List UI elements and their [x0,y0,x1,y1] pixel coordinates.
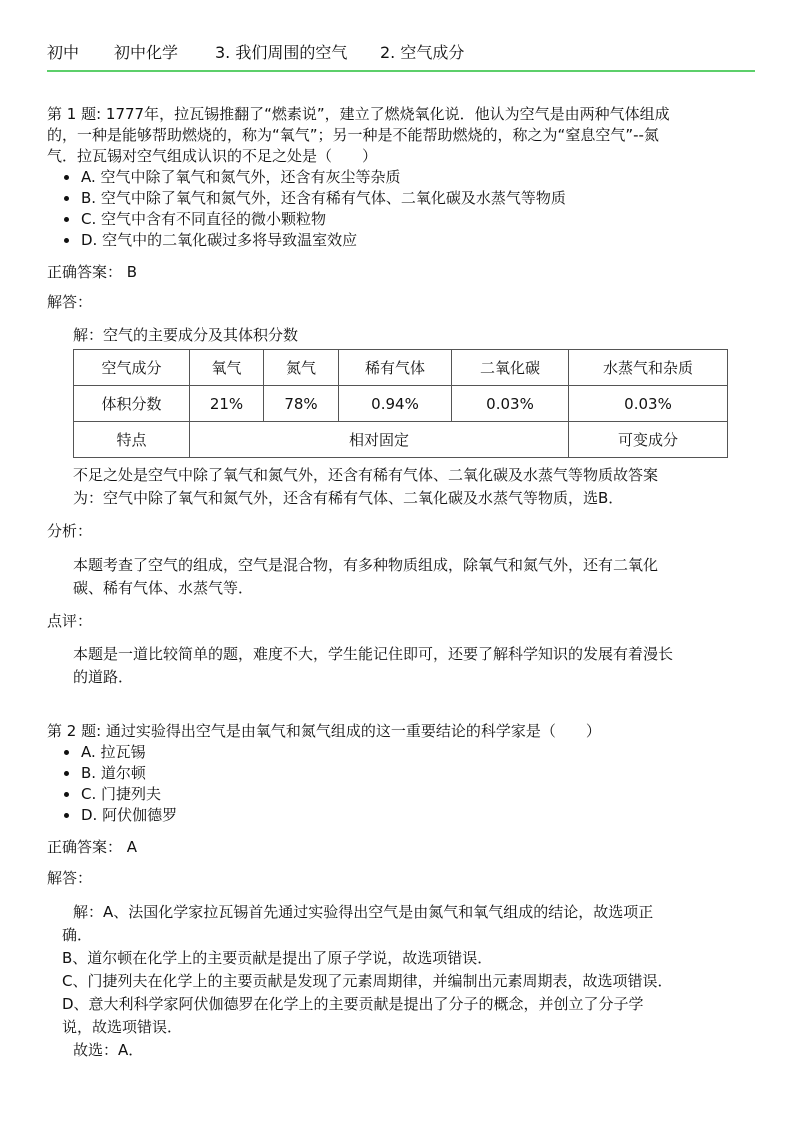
question-1 [47,104,670,251]
text-line: 确． [62,926,93,944]
option-d: D. 阿伏伽德罗 [47,805,601,826]
text-line: 解：A、法国化学家拉瓦锡首先通过实验得出空气是由氮气和氧气组成的结论，故选项正 [73,903,654,921]
text-line: 的道路． [73,668,134,686]
solution-intro: 解：空气的主要成分及其体积分数 [73,326,299,344]
correct-answer [47,262,137,283]
table-cell: 二氧化碳 [452,350,569,386]
option-b: B. 空气中除了氧气和氮气外，还含有稀有气体、二氧化碳及水蒸气等物质 [47,188,670,209]
breadcrumb-item[interactable]: 初中化学 [114,43,179,62]
question-text: 的，一种是能够帮助燃烧的，称为“氧气”；另一种是不能帮助燃烧的，称之为“窒息空气”--氮 [47,126,659,144]
text-line: 说，故选项错误． [62,1018,183,1036]
option-a: A. 拉瓦锡 [47,742,601,763]
text-line: B、道尔顿在化学上的主要贡献是提出了原子学说，故选项错误． [62,949,493,967]
table-cell: 氮气 [264,350,339,386]
table-cell: 空气成分 [74,350,190,386]
table-cell: 稀有气体 [339,350,452,386]
question-text: 气．拉瓦锡对空气组成认识的不足之处是（ ） [47,147,378,165]
option-c: C. 空气中含有不同直径的微小颗粒物 [47,209,670,230]
table-cell: 0.94% [339,386,452,422]
table-cell: 氧气 [190,350,264,386]
table-row [74,386,728,422]
table-cell: 0.03% [569,386,728,422]
answer-label: 正确答案： [47,838,123,856]
table-row [74,350,728,386]
solution-label: 解答： [47,869,93,887]
option-a: A. 空气中除了氧气和氮气外，还含有灰尘等杂质 [47,167,670,188]
comment-label: 点评： [47,612,93,630]
table-row [74,422,728,458]
solution-label: 解答： [47,293,93,311]
text-line: 不足之处是空气中除了氧气和氮气外，还含有稀有气体、二氧化碳及水蒸气等物质故答案 [73,466,659,484]
option-d: D. 空气中的二氧化碳过多将导致温室效应 [47,230,670,251]
table-cell: 体积分数 [74,386,190,422]
answer-value: B [126,263,138,281]
air-composition-table [73,349,728,458]
correct-answer [47,837,137,858]
question-text: 第 1 题: 1777年，拉瓦锡推翻了“燃素说”，建立了燃烧氧化说．他认为空气是由两种气体组成 [47,105,670,123]
text-line: 碳、稀有气体、水蒸气等． [73,579,254,597]
text-line: 故选：A． [73,1041,144,1059]
text-line: 本题考查了空气的组成，空气是混合物，有多种物质组成，除氧气和氮气外，还有二氧化 [73,556,659,574]
table-cell: 21% [190,386,264,422]
text-line: C、门捷列夫在化学上的主要贡献是发现了元素周期律，并编制出元素周期表，故选项错误． [62,972,673,990]
table-cell: 特点 [74,422,190,458]
breadcrumb-item[interactable]: 初中 [47,43,80,62]
breadcrumb-item[interactable]: 3. 我们周围的空气 [215,43,348,62]
option-b: B. 道尔顿 [47,763,601,784]
text-line: 本题是一道比较简单的题，难度不大，学生能记住即可，还要了解科学知识的发展有着漫长 [73,645,674,663]
comment-text [73,643,673,689]
answer-value: A [126,838,138,856]
breadcrumb-item[interactable]: 2. 空气成分 [380,43,465,62]
table-cell: 可变成分 [569,422,728,458]
table-cell: 相对固定 [190,422,569,458]
analysis-label: 分析： [47,522,93,540]
table-cell: 0.03% [452,386,569,422]
table-cell: 水蒸气和杂质 [569,350,728,386]
analysis-text [73,554,658,600]
question-text: 第 2 题: 通过实验得出空气是由氧气和氮气组成的这一重要结论的科学家是（ ） [47,722,601,740]
option-c: C. 门捷列夫 [47,784,601,805]
text-line: 为：空气中除了氧气和氮气外，还含有稀有气体、二氧化碳及水蒸气等物质，选B． [73,489,624,507]
table-cell: 78% [264,386,339,422]
text-line: D、意大利科学家阿伏伽德罗在化学上的主要贡献是提出了分子的概念，并创立了分子学 [62,995,644,1013]
solution-conclusion [73,464,658,510]
question-2 [47,721,601,826]
solution-text [62,901,672,1062]
answer-label: 正确答案： [47,263,123,281]
header-divider [47,70,755,72]
